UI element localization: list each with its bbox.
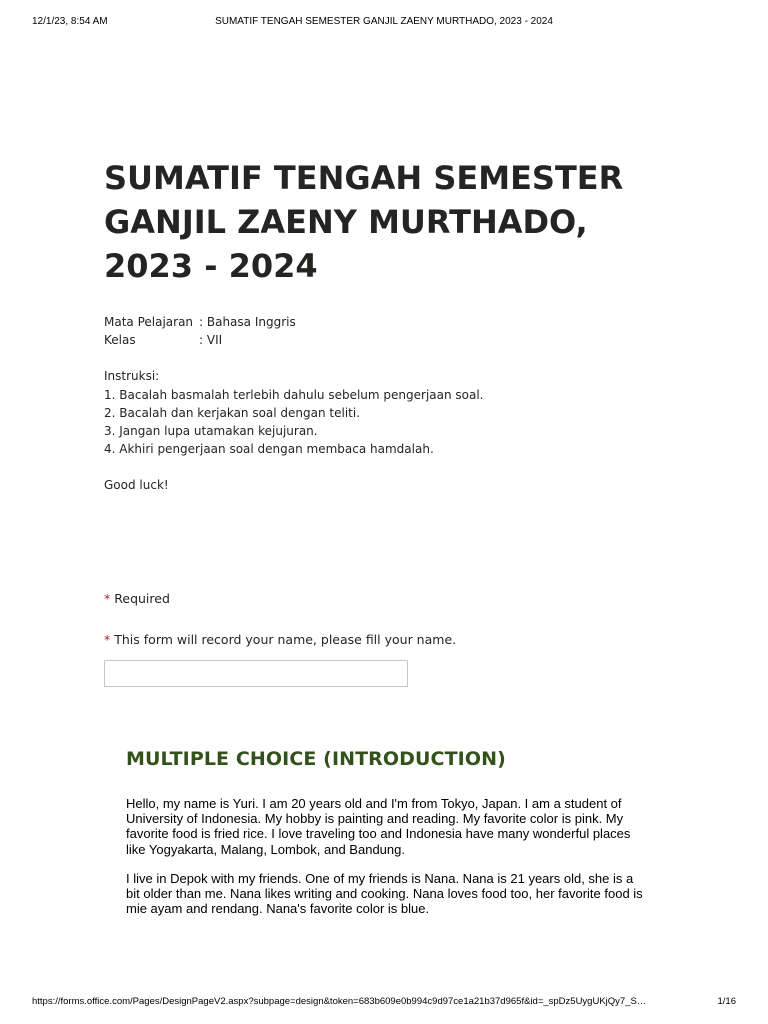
print-footer [32,996,736,1010]
required-asterisk: * [104,591,111,606]
print-url: https://forms.office.com/Pages/DesignPageV2.aspx?subpage=design&token=683b609e0b994c9d97ce1a21b37d965f&id=_spDz5UygUKjQy7_S… [32,996,647,1007]
instructions-heading: Instruksi: [104,369,160,384]
instruction-item: 2. Bacalah dan kerjakan soal dengan teliti. [104,405,361,420]
required-label: Required [114,591,170,606]
page-number: 1/16 [717,996,736,1007]
section-body [126,796,646,930]
instruction-item: 1. Bacalah basmalah terlebih dahulu sebelum pengerjaan soal. [104,387,484,402]
closing-text: Good luck! [104,478,169,493]
subject-label: Mata Pelajaran [104,315,194,329]
required-note [104,591,170,606]
required-asterisk: * [104,632,111,647]
name-input[interactable] [104,660,408,687]
name-question-text: This form will record your name, please fill your name. [114,632,457,647]
class-label: Kelas [104,333,136,348]
subject-row [104,313,664,331]
reading-paragraph: Hello, my name is Yuri. I am 20 years old and I'm from Tokyo, Japan. I am a student of University of Indonesia. My hobby is painting and reading. My favorite color is pink. My favorite food is fried rice. I love traveling too and Indonesia have many wonderful places like Yogyakarta, Malang, Lombok, and Bandung. [126,796,631,857]
name-question [104,632,456,647]
print-header [32,16,736,30]
section-title: MULTIPLE CHOICE (INTRODUCTION) [126,748,506,770]
class-row [104,331,664,349]
class-value: : VII [199,333,223,348]
print-title: SUMATIF TENGAH SEMESTER GANJIL ZAENY MURTHADO, 2023 - 2024 [215,16,553,27]
instruction-item: 3. Jangan lupa utamakan kejujuran. [104,424,318,439]
reading-paragraph: I live in Depok with my friends. One of my friends is Nana. Nana is 21 years old, she is a bit older than me. Nana likes writing and cooking. Nana loves food too, her favorite food is mie ayam and rendang. Nana's favorite color is blue. [126,870,643,917]
print-date: 12/1/23, 8:54 AM [32,16,108,27]
form-description [104,313,664,495]
subject-value: : Bahasa Inggris [199,315,296,329]
form-title: SUMATIF TENGAH SEMESTER GANJIL ZAENY MURTHADO, 2023 - 2024 [104,159,624,285]
instruction-item: 4. Akhiri pengerjaan soal dengan membaca hamdalah. [104,442,434,457]
